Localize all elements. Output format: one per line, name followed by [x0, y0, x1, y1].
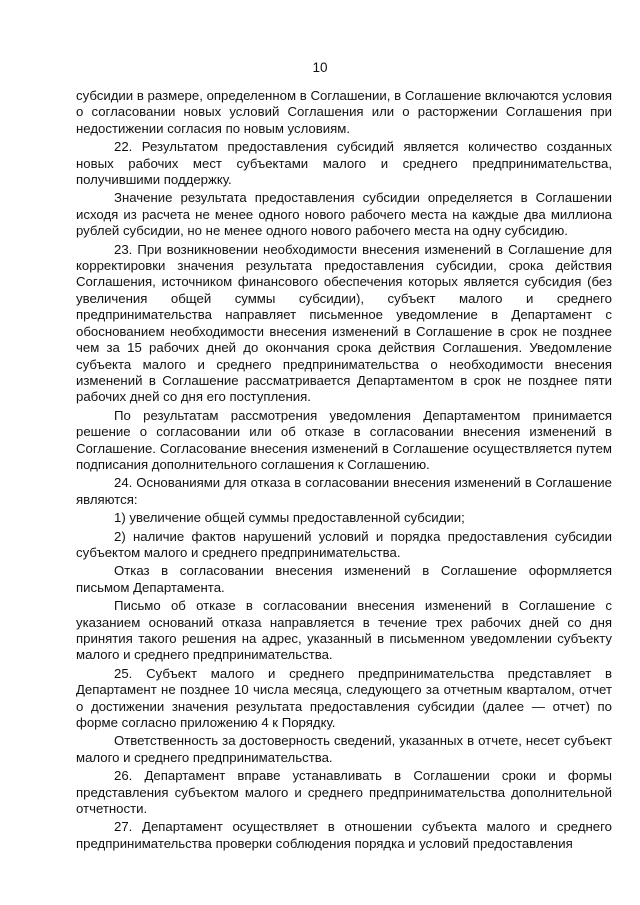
paragraph: Письмо об отказе в согласовании внесения изменений в Соглашение с указанием оснований отказа направляется в течение трех рабочих дней со дня принятия такого решения на адрес, указанный в письменном уведомлении субъекту малого и среднего предпринимательства. [76, 598, 612, 663]
paragraph: 25. Субъект малого и среднего предпринимательства представляет в Департамент не позднее 10 числа месяца, следующего за отчетным кварталом, отчет о достижении значения результата предоставления субсидии (далее — отчет) по форме согласно приложению 4 к Порядку. [76, 665, 612, 731]
paragraph: Значение результата предоставления субсидии определяется в Соглашении исходя из расчета не менее одного нового рабочего места на каждые два миллиона рублей субсидии, но не менее одного нового рабочего места на одну субсидию. [76, 190, 612, 239]
paragraph: 26. Департамент вправе устанавливать в Соглашении сроки и формы представления субъектом малого и среднего предпринимательства дополнительной отчетности. [76, 768, 612, 817]
paragraph: Ответственность за достоверность сведений, указанных в отчете, несет субъект малого и среднего предпринимательства. [76, 733, 612, 765]
document-body [76, 88, 612, 854]
paragraph: 22. Результатом предоставления субсидий является количество созданных новых рабочих мест субъектами малого и среднего предпринимательства, получившими поддержку. [76, 139, 612, 188]
paragraph: 2) наличие фактов нарушений условий и порядка предоставления субсидии субъектом малого и среднего предпринимательства. [76, 528, 612, 560]
paragraph: Отказ в согласовании внесения изменений в Соглашение оформляется письмом Департамента. [76, 563, 612, 595]
paragraph: 24. Основаниями для отказа в согласовании внесения изменений в Соглашение являются: [76, 475, 612, 507]
paragraph: 1) увеличение общей суммы предоставленной субсидии; [114, 510, 465, 526]
page-number: 10 [312, 60, 328, 75]
paragraph: субсидии в размере, определенном в Соглашении, в Соглашение включаются условия о согласовании новых условий Соглашения или о расторжении Соглашения при недостижении согласия по новым условиям. [76, 88, 612, 136]
paragraph: 23. При возникновении необходимости внесения изменений в Соглашение для корректировки значения результата предоставления субсидии, срока действия Соглашения, источником финансового обеспечения которых является субсидия (без увеличения общей суммы субсидии), субъект малого и среднего предпринимательства направляет письменное уведомление в Департамент с обоснованием необходимости внесения изменений в Соглашение в срок не позднее чем за 15 рабочих дней до окончания срока действия Соглашения. Уведомление субъекта малого и среднего предпринимательства о необходимости внесения изменений в Соглашение рассматривается Департаментом в срок не позднее пяти рабочих дней со дня его поступления. [76, 241, 612, 405]
paragraph: 27. Департамент осуществляет в отношении субъекта малого и среднего предпринимательства проверки соблюдения порядка и условий предоставления [76, 819, 612, 851]
paragraph: По результатам рассмотрения уведомления Департаментом принимается решение о согласовании или об отказе в согласовании внесения изменений в Соглашение. Согласование внесения изменений в Соглашение осуществляется путем подписания дополнительного соглашения к Соглашению. [76, 407, 612, 472]
